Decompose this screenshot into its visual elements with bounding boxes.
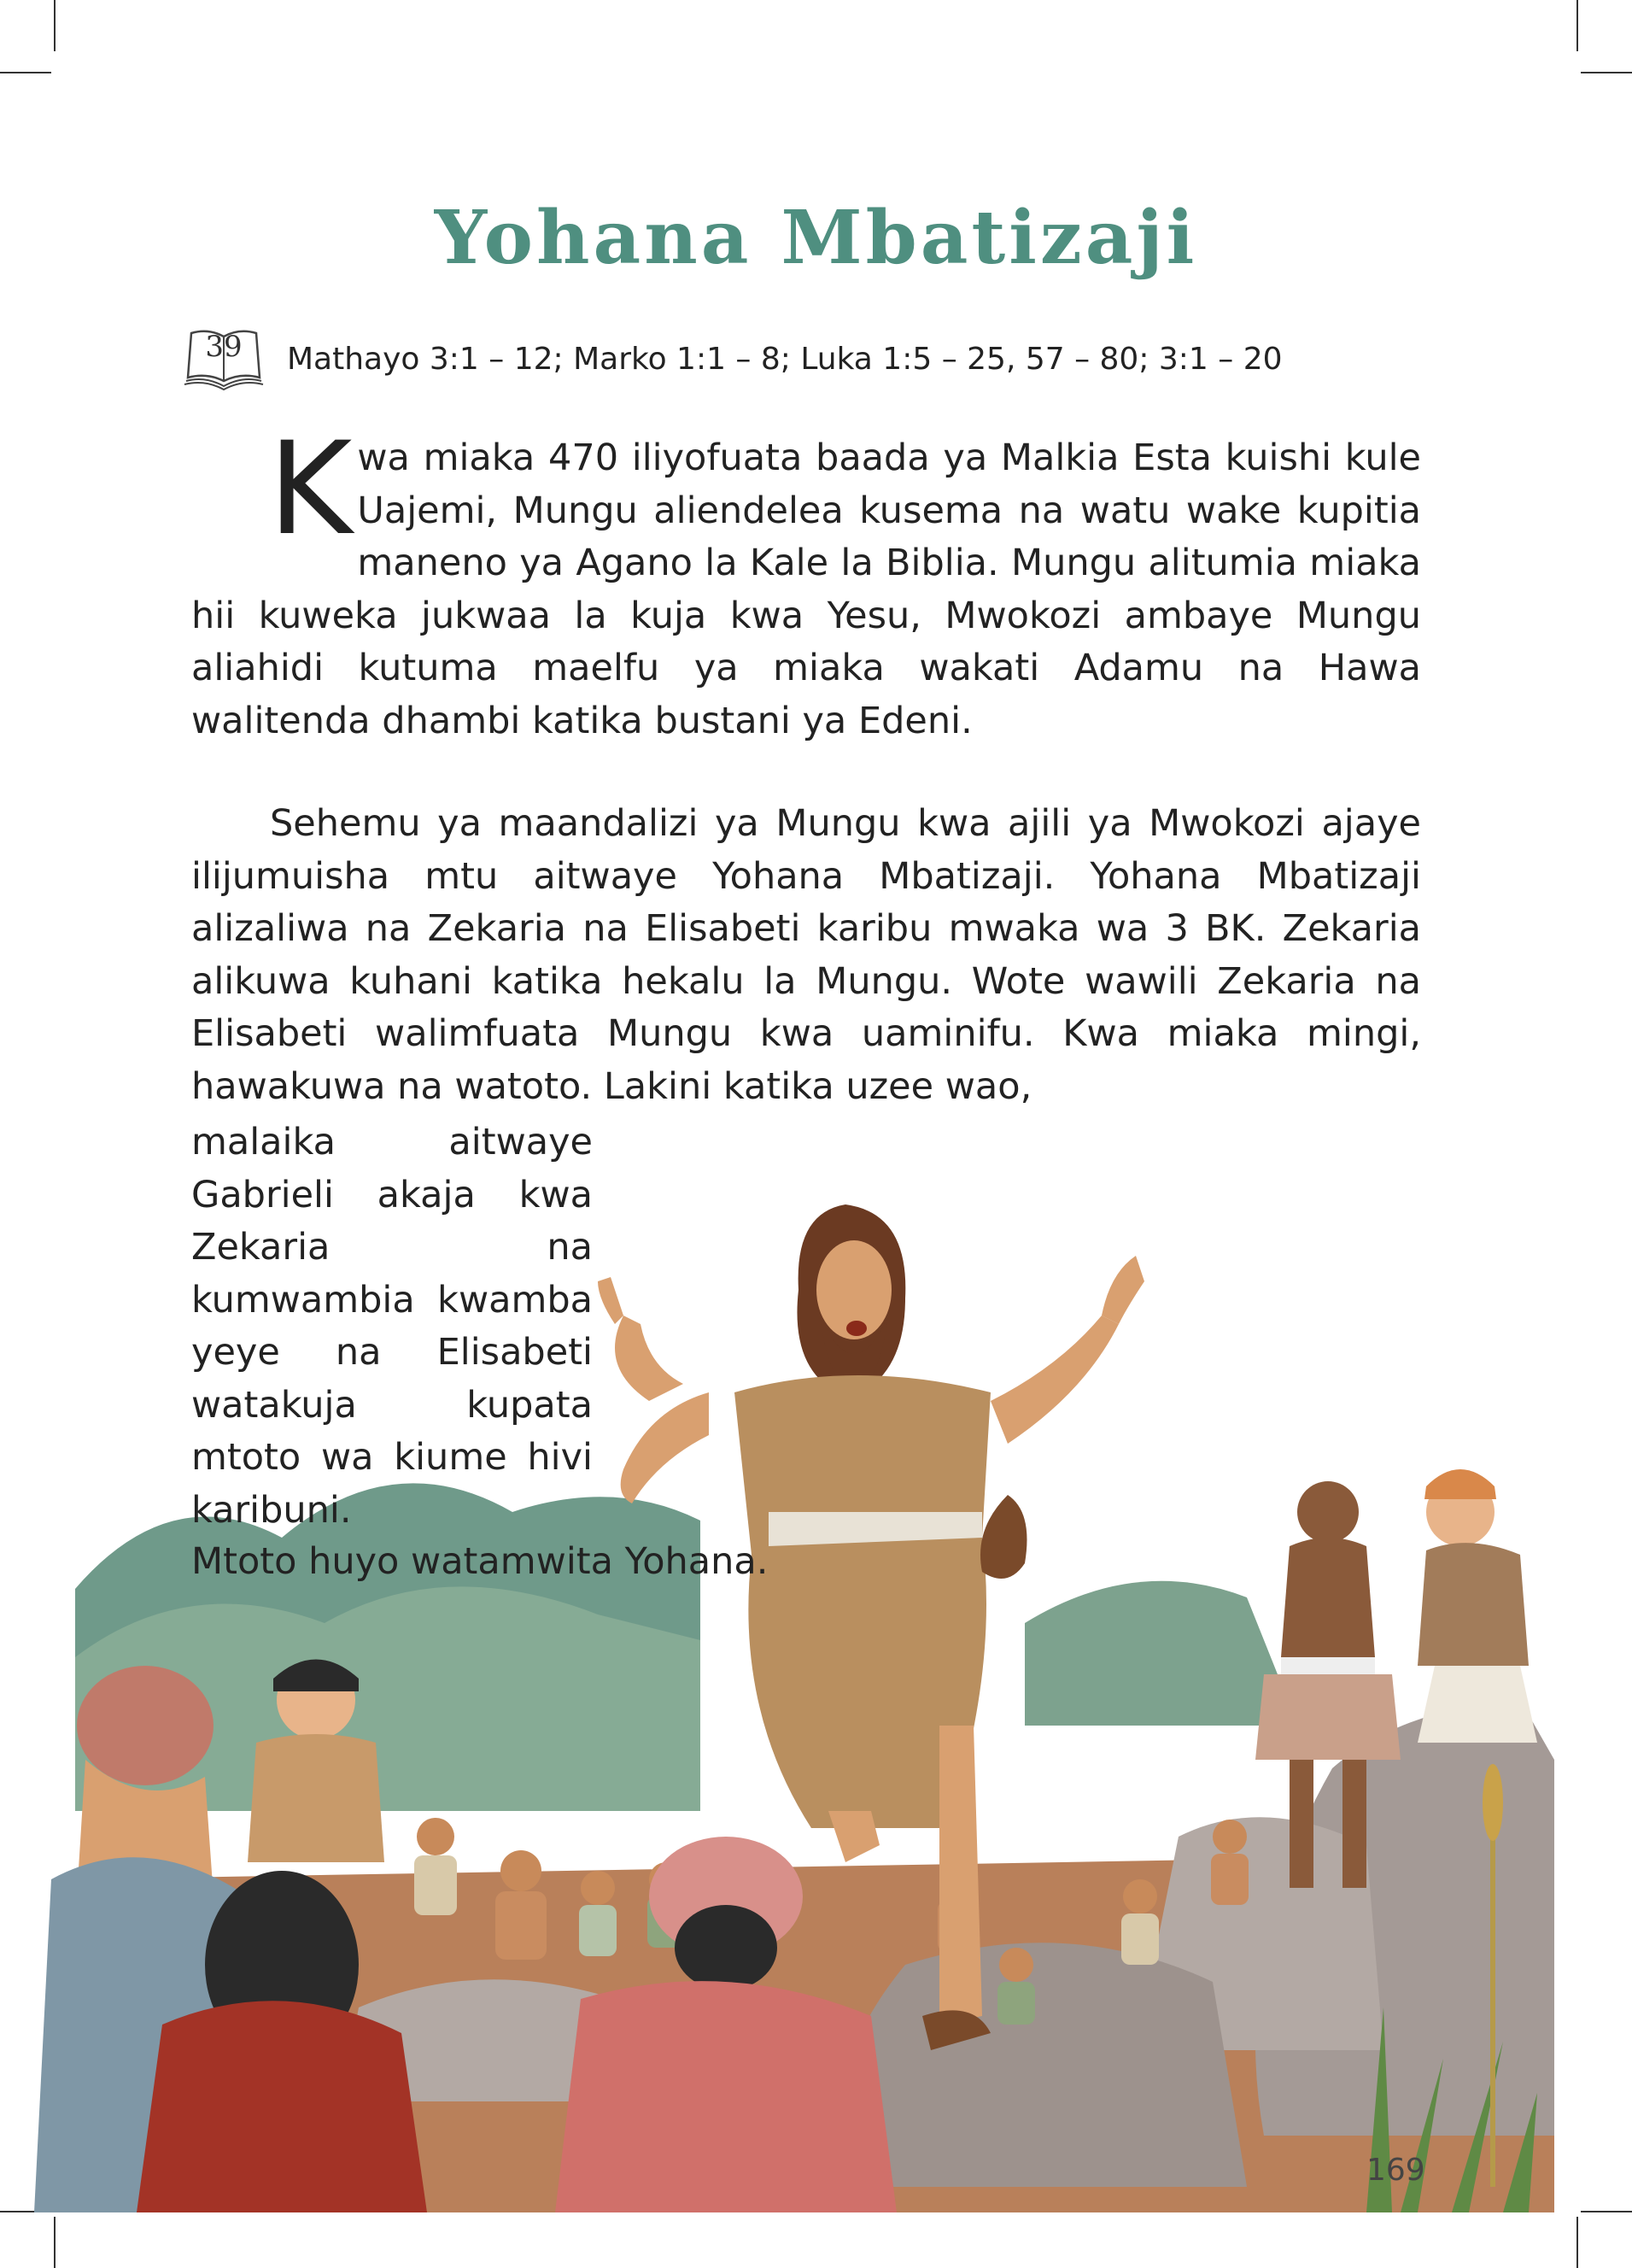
- page-title: Yohana Mbatizaji: [434, 195, 1198, 281]
- paragraph-2: Sehemu ya maandalizi ya Mungu kwa ajili ya Mwokozi ajaye ilijumuisha mtu aitwaye Yohana Mbatizaji. Yohana Mbatizaji alizaliwa na Zekaria na Elisabeti karibu mwaka wa 3 BK. Zekaria alikuwa kuhani katika hekalu la Mungu. Wote wawili Zekaria na Elisabeti walimfuata Mungu kwa uaminifu. Kwa miaka mingi, hawakuwa na watoto. Lakini katika uzee wao,: [191, 802, 1421, 1108]
- crop-mark: [1576, 0, 1578, 51]
- scripture-reference-row: [183, 325, 1283, 393]
- paragraph-1-text: wa miaka 470 iliyofuata baada ya Malkia Esta kuishi kule Uajemi, Mungu aliendelea kusema na watu wake kupitia maneno ya Agano la Kale la Biblia. Mungu alitumia miaka hii kuweka jukwaa la kuja kwa Yesu, Mwokozi ambaye Mungu aliahidi kutuma maelfu ya miaka wakati Adamu na Hawa walitenda dhambi katika bustani ya Edeni.: [191, 437, 1421, 742]
- crop-mark: [0, 72, 51, 73]
- lesson-number: 39: [205, 330, 243, 364]
- page-number: 169: [1366, 2153, 1425, 2188]
- scripture-reference: Mathayo 3:1 – 12; Marko 1:1 – 8; Luka 1:5 – 25, 57 – 80; 3:1 – 20: [287, 341, 1283, 377]
- drop-cap: K: [268, 415, 353, 564]
- open-bible-icon: [183, 325, 265, 393]
- crop-mark: [54, 0, 56, 51]
- crop-mark: [1581, 72, 1632, 73]
- paragraph-3-last-line: Mtoto huyo watamwita Yohana.: [191, 1540, 769, 1583]
- paragraph-3: malaika aitwaye Gabrieli akaja kwa Zekaria na kumwambia kwamba yeye na Elisabeti watakuja kupata mtoto wa kiume hivi karibuni.: [191, 1121, 593, 1532]
- paragraph-1: [191, 415, 1421, 747]
